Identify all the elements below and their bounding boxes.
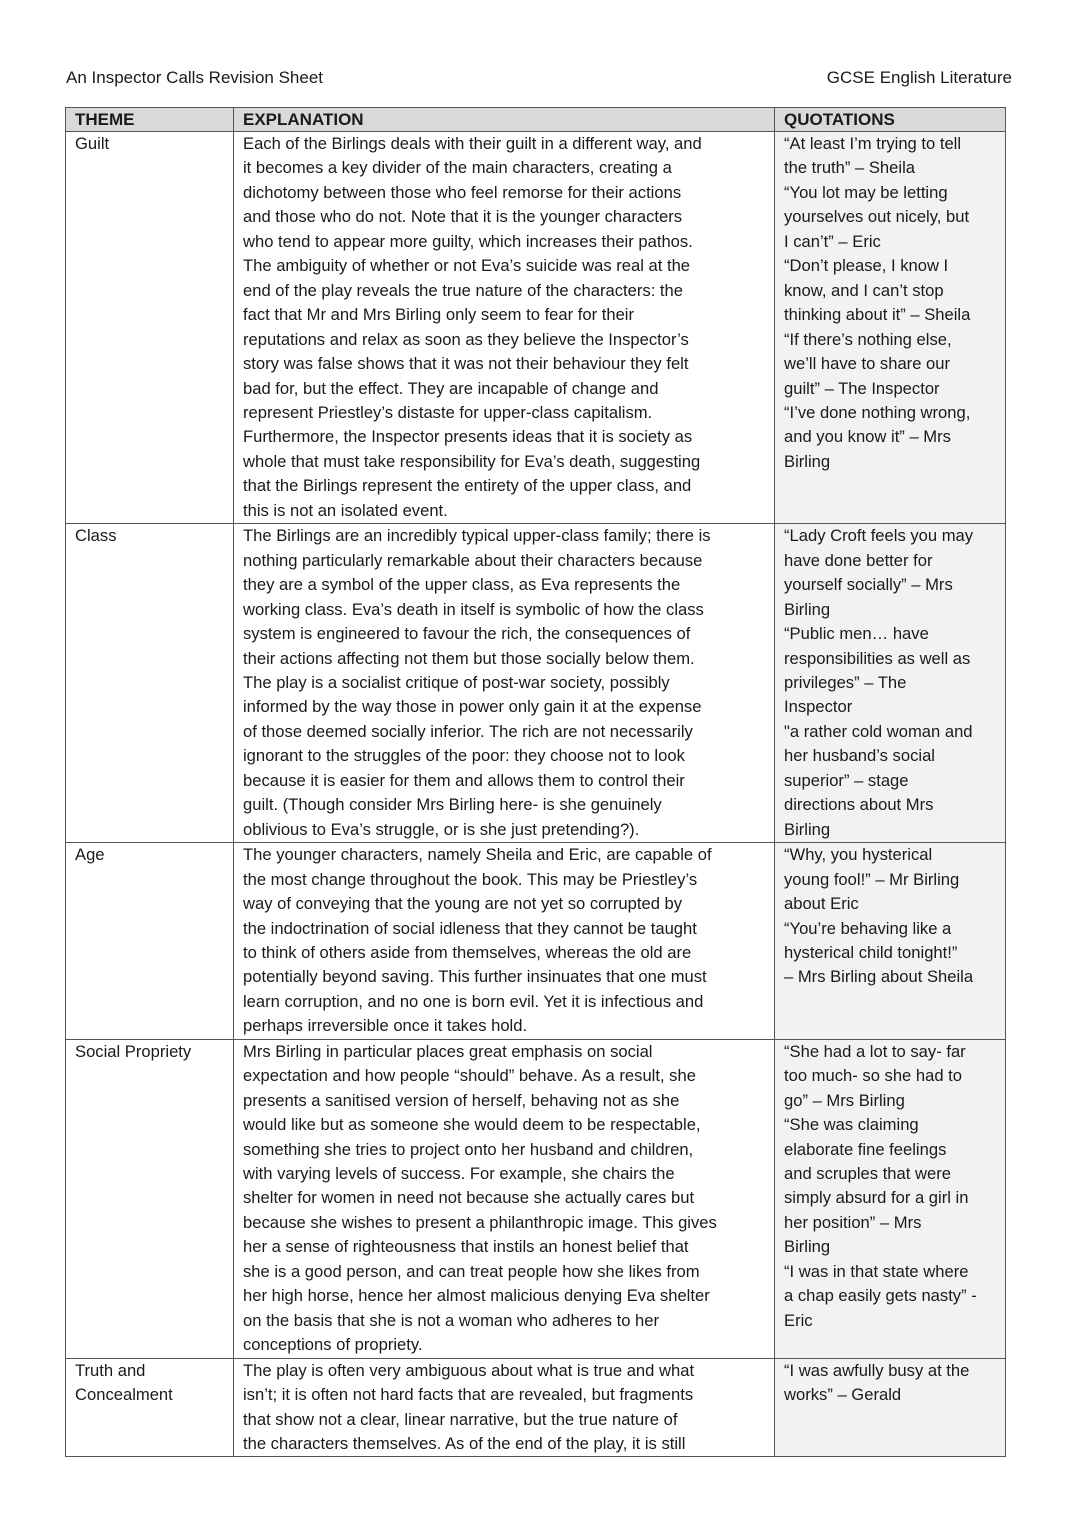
quotation-line: works” – Gerald <box>784 1385 902 1405</box>
quotation-line: and you know it” – Mrs <box>784 427 951 447</box>
quotation-line: and scruples that were <box>784 1164 951 1184</box>
theme-text: Truth and <box>75 1360 146 1380</box>
explanation-cell <box>234 132 775 524</box>
quotations-cell <box>775 1358 1006 1457</box>
explanation-line: the most change throughout the book. This may be Priestley’s <box>243 869 698 889</box>
theme-cell <box>66 1039 234 1358</box>
quotation-line: we’ll have to share our <box>784 354 951 374</box>
explanation-line: shelter for women in need not because she actually cares but <box>243 1188 695 1208</box>
quotation-line: yourselves out nicely, but <box>784 207 970 227</box>
explanation-cell <box>234 1358 775 1457</box>
quotation-line: a chap easily gets nasty” - <box>784 1286 977 1306</box>
explanation-line: ignorant to the struggles of the poor: they choose not to look <box>243 746 685 766</box>
quotation-line: hysterical child tonight!” <box>784 942 958 962</box>
quotation-line: “I was in that state where <box>784 1261 969 1281</box>
quotation-line: – Mrs Birling about Sheila <box>784 967 974 987</box>
quotation-line: her husband’s social <box>784 746 935 766</box>
table-body <box>66 132 1006 1457</box>
quotation-line: too much- so she had to <box>784 1066 963 1086</box>
explanation-line: Furthermore, the Inspector presents ideas that it is society as <box>243 427 693 447</box>
quotation-line: "a rather cold woman and <box>784 721 973 741</box>
theme-text: Guilt <box>75 134 110 153</box>
explanation-line: bad for, but the effect. They are incapable of change and <box>243 378 659 398</box>
quotation-line: guilt” – The Inspector <box>784 378 940 398</box>
explanation-line: The ambiguity of whether or not Eva’s suicide was real at the <box>243 256 691 276</box>
table-row <box>66 132 1006 524</box>
quotation-line: have done better for <box>784 550 933 570</box>
theme-cell <box>66 524 234 843</box>
explanation-line: whole that must take responsibility for Eva’s death, suggesting <box>243 451 701 471</box>
quotation-line: “Don’t please, I know I <box>784 256 949 276</box>
header-subject: GCSE English Literature <box>826 68 1012 87</box>
quotations-cell <box>775 524 1006 843</box>
explanation-line: represent Priestley’s distaste for upper-class capitalism. <box>243 402 653 422</box>
quotation-line: Birling <box>784 599 831 619</box>
explanation-line: Each of the Birlings deals with their guilt in a different way, and <box>243 134 702 153</box>
explanation-line: it becomes a key divider of the main characters, creating a <box>243 158 672 178</box>
explanation-line: working class. Eva’s death in itself is symbolic of how the class <box>243 599 704 619</box>
quotation-line: “Lady Croft feels you may <box>784 526 974 546</box>
quotation-line: responsibilities as well as <box>784 648 971 668</box>
theme-text: Age <box>75 845 105 865</box>
explanation-column-header: EXPLANATION <box>234 108 775 132</box>
explanation-line: the characters themselves. As of the end of the play, it is still <box>243 1434 686 1454</box>
explanation-line: guilt. (Though consider Mrs Birling here- is she genuinely <box>243 795 662 815</box>
theme-text: Class <box>75 526 117 546</box>
explanation-line: fact that Mr and Mrs Birling only seem to fear for their <box>243 305 635 325</box>
explanation-line: to think of others aside from themselves, whereas the old are <box>243 942 692 962</box>
theme-text: Concealment <box>75 1385 173 1405</box>
quotation-line: I can’t” – Eric <box>784 231 881 251</box>
quotation-line: yourself socially” – Mrs <box>784 575 953 595</box>
explanation-line: conceptions of propriety. <box>243 1335 423 1355</box>
explanation-line: this is not an isolated event. <box>243 500 448 520</box>
table-header <box>66 108 1006 132</box>
explanation-line: their actions affecting not them but those socially below them. <box>243 648 695 668</box>
explanation-line: way of conveying that the young are not yet so corrupted by <box>243 894 683 914</box>
explanation-line: she is a good person, and can treat people how she likes from <box>243 1261 700 1281</box>
quotation-line: “If there’s nothing else, <box>784 329 952 349</box>
explanation-line: who tend to appear more guilty, which increases their pathos. <box>243 231 693 251</box>
quotation-line: “She had a lot to say- far <box>784 1041 966 1061</box>
explanation-line: that the Birlings represent the entirety of the upper class, and <box>243 476 692 496</box>
quotations-cell <box>775 1039 1006 1358</box>
quotation-line: simply absurd for a girl in <box>784 1188 969 1208</box>
quotation-line: know, and I can’t stop <box>784 280 944 300</box>
explanation-line: Mrs Birling in particular places great emphasis on social <box>243 1041 653 1061</box>
quotation-line: “Why, you hysterical <box>784 845 933 865</box>
explanation-line: because she wishes to present a philanthropic image. This gives <box>243 1212 717 1232</box>
explanation-line: the indoctrination of social idleness that they cannot be taught <box>243 918 697 938</box>
quotation-line: Inspector <box>784 697 853 717</box>
quotation-line: privileges” – The <box>784 672 907 692</box>
explanation-line: something she tries to project onto her husband and children, <box>243 1139 694 1159</box>
explanation-line: perhaps irreversible once it takes hold. <box>243 1016 528 1036</box>
explanation-cell <box>234 524 775 843</box>
quotation-line: the truth” – Sheila <box>784 158 915 178</box>
table-row <box>66 524 1006 843</box>
explanation-line: on the basis that she is not a woman who adheres to her <box>243 1310 660 1330</box>
theme-column-header: THEME <box>66 108 234 132</box>
quotation-line: “She was claiming <box>784 1115 919 1135</box>
quotation-line: go” – Mrs Birling <box>784 1090 905 1110</box>
explanation-line: The younger characters, namely Sheila and Eric, are capable of <box>243 845 712 865</box>
explanation-cell <box>234 843 775 1040</box>
explanation-line: would like but as someone she would deem to be respectable, <box>243 1115 701 1135</box>
page-header <box>66 66 1012 90</box>
table-row <box>66 1358 1006 1457</box>
quotation-line: “I was awfully busy at the <box>784 1360 970 1380</box>
quotation-line: about Eric <box>784 894 859 914</box>
explanation-line: The play is a socialist critique of post-war society, possibly <box>243 672 670 692</box>
explanation-line: nothing particularly remarkable about their characters because <box>243 550 703 570</box>
explanation-line: her high horse, hence her almost malicious denying Eva shelter <box>243 1286 710 1306</box>
header-row <box>66 108 1006 132</box>
quotations-cell <box>775 843 1006 1040</box>
quotation-line: “At least I’m trying to tell <box>784 134 962 153</box>
quotations-column-header: QUOTATIONS <box>775 108 1006 132</box>
quotation-line: superior” – stage <box>784 770 909 790</box>
explanation-line: dichotomy between those who feel remorse for their actions <box>243 182 682 202</box>
quotation-line: elaborate fine feelings <box>784 1139 947 1159</box>
quotation-line: “You lot may be letting <box>784 182 948 202</box>
explanation-line: system is engineered to favour the rich, the consequences of <box>243 624 691 644</box>
table-row <box>66 843 1006 1040</box>
revision-table <box>65 107 1006 1457</box>
theme-text: Social Propriety <box>75 1041 192 1061</box>
explanation-line: of those deemed socially inferior. The rich are not necessarily <box>243 721 693 741</box>
quotation-line: Eric <box>784 1310 813 1330</box>
explanation-line: expectation and how people “should” behave. As a result, she <box>243 1066 696 1086</box>
explanation-cell <box>234 1039 775 1358</box>
explanation-line: reputations and relax as soon as they believe the Inspector’s <box>243 329 689 349</box>
explanation-line: and those who do not. Note that it is the younger characters <box>243 207 683 227</box>
quotation-line: thinking about it” – Sheila <box>784 305 971 325</box>
explanation-line: with varying levels of success. For example, she chairs the <box>243 1164 675 1184</box>
quotation-line: Birling <box>784 819 831 839</box>
theme-cell <box>66 132 234 524</box>
theme-cell <box>66 1358 234 1457</box>
header-title: An Inspector Calls Revision Sheet <box>66 68 324 87</box>
explanation-line: her a sense of righteousness that instils an honest belief that <box>243 1237 689 1257</box>
explanation-line: learn corruption, and no one is born evil. Yet it is infectious and <box>243 991 704 1011</box>
quotation-line: “I’ve done nothing wrong, <box>784 402 971 422</box>
table-row <box>66 1039 1006 1358</box>
explanation-line: The play is often very ambiguous about what is true and what <box>243 1360 695 1380</box>
quotation-line: “Public men… have <box>784 624 929 644</box>
quotations-cell <box>775 132 1006 524</box>
quotation-line: Birling <box>784 1237 831 1257</box>
explanation-line: end of the play reveals the true nature of the characters: the <box>243 280 684 300</box>
explanation-line: isn’t; it is often not hard facts that are revealed, but fragments <box>243 1385 694 1405</box>
explanation-line: because it is easier for them and allows them to control their <box>243 770 685 790</box>
quotation-line: “You’re behaving like a <box>784 918 952 938</box>
explanation-line: that show not a clear, linear narrative, but the true nature of <box>243 1409 678 1429</box>
theme-cell <box>66 843 234 1040</box>
explanation-line: presents a sanitised version of herself, behaving not as she <box>243 1090 680 1110</box>
explanation-line: The Birlings are an incredibly typical upper-class family; there is <box>243 526 711 546</box>
explanation-line: story was false shows that it was not their behaviour they felt <box>243 354 689 374</box>
quotation-line: Birling <box>784 451 831 471</box>
explanation-line: they are a symbol of the upper class, as Eva represents the <box>243 575 681 595</box>
explanation-line: informed by the way those in power only gain it at the expense <box>243 697 702 717</box>
explanation-line: oblivious to Eva’s struggle, or is she just pretending?). <box>243 819 640 839</box>
quotation-line: directions about Mrs <box>784 795 934 815</box>
quotation-line: young fool!” – Mr Birling <box>784 869 960 889</box>
quotation-line: her position” – Mrs <box>784 1212 922 1232</box>
explanation-line: potentially beyond saving. This further insinuates that one must <box>243 967 707 987</box>
